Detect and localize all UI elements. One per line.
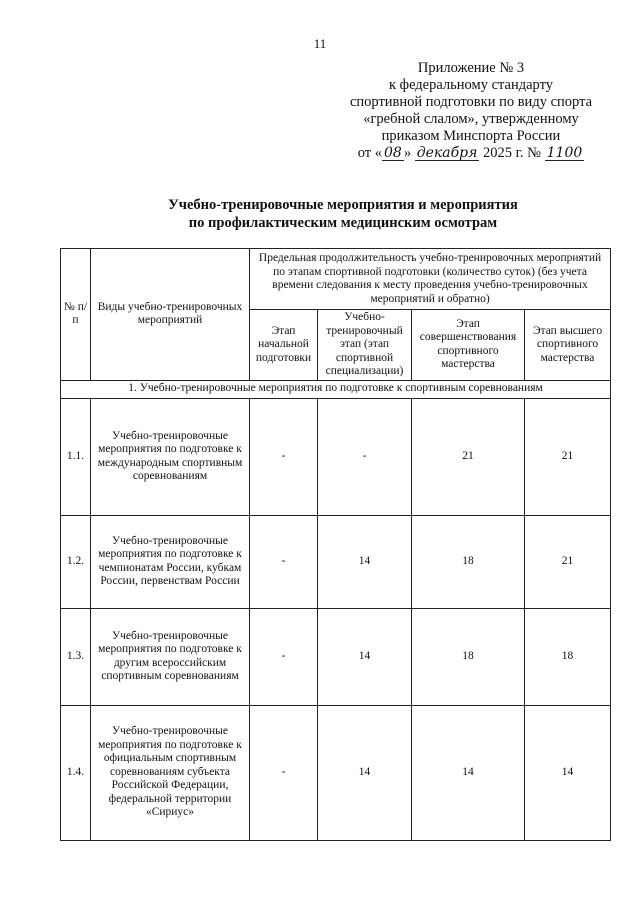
row-stage-4: 18 <box>525 608 611 705</box>
handwritten-month: декабря <box>416 145 478 161</box>
header-num: № п/п <box>61 249 91 381</box>
table-row <box>61 515 611 608</box>
row-stage-3: 21 <box>412 398 525 515</box>
date-year: 2025 г. № <box>479 145 545 161</box>
appendix-line-3: спортивной подготовки по виду спорта <box>349 94 593 110</box>
row-stage-2: - <box>318 398 412 515</box>
appendix-line-5: приказом Минспорта России <box>381 128 561 144</box>
header-stage-4: Этап высшего спортивного мастерства <box>525 310 611 381</box>
header-stage-1: Этап начальной подготовки <box>250 310 318 381</box>
row-stage-2: 14 <box>318 705 412 840</box>
row-num: 1.1. <box>61 398 91 515</box>
row-stage-1: - <box>250 515 318 608</box>
title-line-2: по профилактическим медицинским осмотрам <box>188 215 498 231</box>
handwritten-day: 08 <box>384 145 402 161</box>
section-title: 1. Учебно-тренировочные мероприятия по подготовке к спортивным соревнованиям <box>61 380 611 398</box>
date-prefix: от « <box>357 145 382 161</box>
page-number: 11 <box>313 36 327 51</box>
row-stage-1: - <box>250 608 318 705</box>
appendix-block <box>330 60 612 162</box>
row-stage-2: 14 <box>318 608 412 705</box>
row-stage-1: - <box>250 705 318 840</box>
row-stage-4: 21 <box>525 398 611 515</box>
table-row <box>61 608 611 705</box>
date-mid: » <box>403 145 415 161</box>
appendix-line-1: Приложение № 3 <box>417 60 525 76</box>
row-stage-1: - <box>250 398 318 515</box>
header-stage-3: Этап совершенствования спортивного мастерства <box>412 310 525 381</box>
header-group: Предельная продолжительность учебно-тренировочных мероприятий по этапам спортивной подготовки (количество суток) (без учета времени следования к месту проведения учебно-тренировочных мероприятий и обратно) <box>250 249 611 310</box>
appendix-line-2: к федеральному стандарту <box>389 77 553 93</box>
row-stage-3: 14 <box>412 705 525 840</box>
section-row <box>61 380 611 398</box>
appendix-date-line <box>330 145 612 162</box>
row-stage-3: 18 <box>412 608 525 705</box>
row-name: Учебно-тренировочные мероприятия по подготовке к другим всероссийским спортивным соревнованиям <box>91 608 250 705</box>
header-name: Виды учебно-тренировочных мероприятий <box>91 249 250 381</box>
header-stage-2: Учебно-тренировочный этап (этап спортивной специализации) <box>318 310 412 381</box>
row-name: Учебно-тренировочные мероприятия по подготовке к международным спортивным соревнованиям <box>91 398 250 515</box>
table-row <box>61 705 611 840</box>
table-row <box>61 398 611 515</box>
title-line-1: Учебно-тренировочные мероприятия и мероприятия <box>168 197 518 213</box>
row-num: 1.2. <box>61 515 91 608</box>
schedule-table <box>60 248 611 841</box>
row-stage-3: 18 <box>412 515 525 608</box>
row-stage-4: 21 <box>525 515 611 608</box>
appendix-line-4: «гребной слалом», утвержденному <box>363 111 579 127</box>
handwritten-order-number: 1100 <box>546 145 583 161</box>
row-name: Учебно-тренировочные мероприятия по подготовке к чемпионатам России, кубкам России, первенствам России <box>91 515 250 608</box>
row-num: 1.4. <box>61 705 91 840</box>
row-stage-4: 14 <box>525 705 611 840</box>
row-name: Учебно-тренировочные мероприятия по подготовке к официальным спортивным соревнованиям субъекта Российской Федерации, федеральной территории «Сириус» <box>91 705 250 840</box>
document-title <box>0 196 640 232</box>
row-stage-2: 14 <box>318 515 412 608</box>
row-num: 1.3. <box>61 608 91 705</box>
table-header-row <box>61 249 611 310</box>
